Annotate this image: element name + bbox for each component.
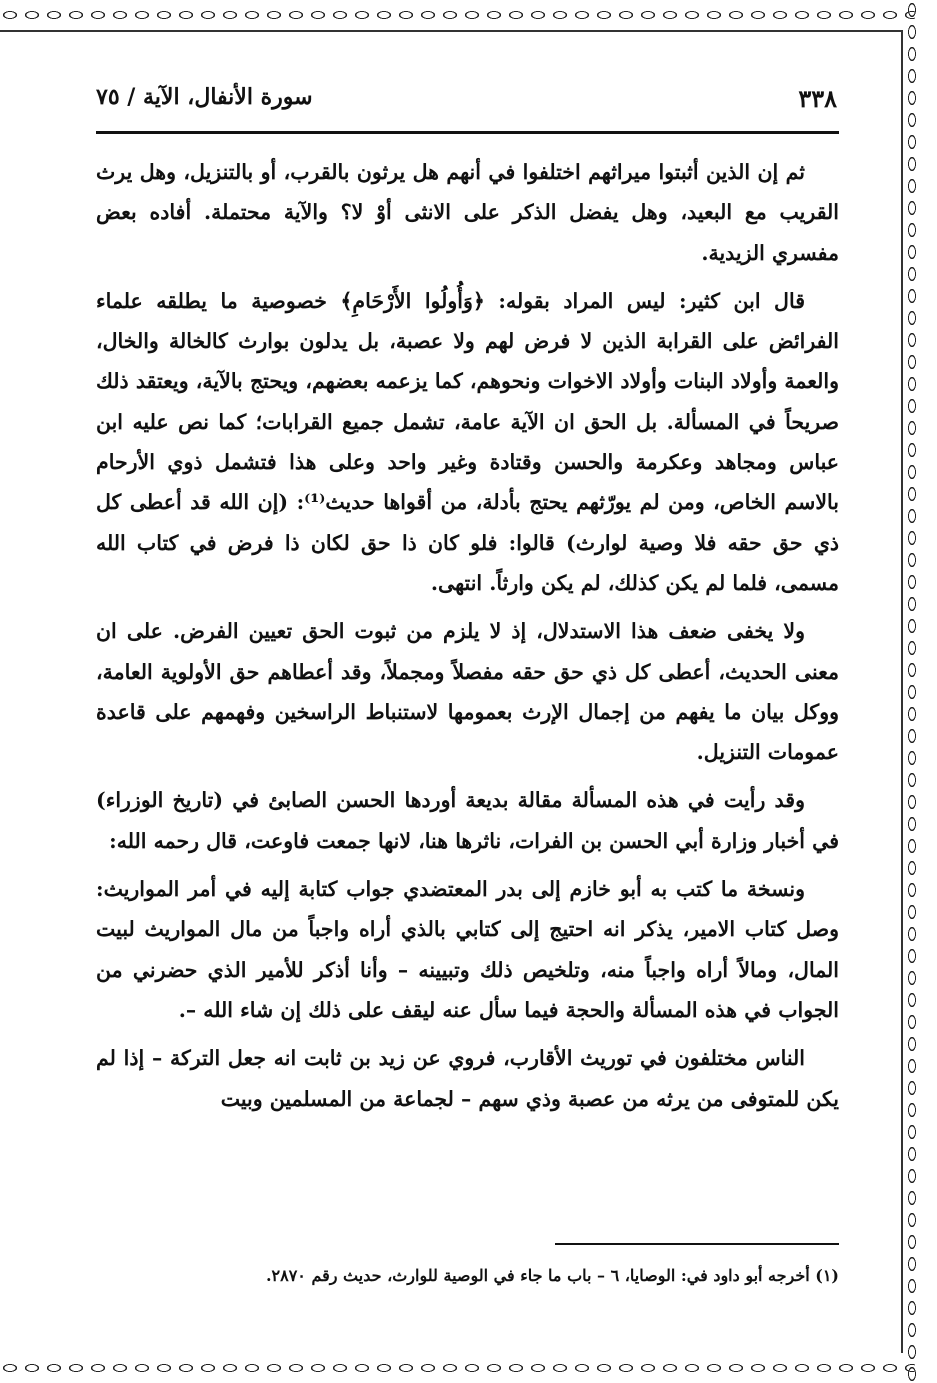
decorative-border-bottom [0,1353,915,1383]
decorative-border-top [0,0,915,30]
page-header [96,84,837,124]
running-title: سورة الأنفال، الآية / ٧٥ [96,84,313,110]
page-number: ٣٣٨ [798,84,837,113]
paragraph: ونسخة ما كتب به أبو خازم إلى بدر المعتضدي جواب كتابة إليه في أمر المواريث: وصل كتاب الامير، يذكر انه احتيج إلى كتابي بالذي أراه واجباً من مال المواريث لبيت المال، ومالاً أراه واجباً منه، وتلخيص ذلك وتبيينه – وأنا أذكر للأمير الذي حضرني من الجواب في هذه المسألة والحجة فيما سأل عنه ليقف على ذلك إن شاء الله –. [96,877,839,1022]
paragraph: وقد رأيت في هذه المسألة مقالة بديعة أوردها الحسن الصابئ في (تاريخ الوزراء) في أخبار وزارة أبي الحسن بن الفرات، ناثرها هنا، لانها جمعت فاوعت، قال رحمه الله: [96,788,839,853]
paragraph: الناس مختلفون في توريث الأقارب، فروي عن زيد بن ثابت انه جعل التركة – إذا لم يكن للمتوفى من يرثه من عصبة وذي سهم – لجماعة من المسلمين وبيت [96,1046,839,1111]
decorative-border-right [903,0,921,1383]
paragraph: قال ابن كثير: ليس المراد بقوله: ﴿وَأُولُوا الأَرْحَامِ﴾ خصوصية ما يطلقه علماء الفرائض على القرابة الذين لا فرض لهم ولا عصبة، بل يدلون بوارث كالخالة والخال، والعمة وأولاد البنات وأولاد الاخوات ونحوهم، كما يزعمه بعضهم، ويحتج بالآية، ويعتقد ذلك صريحاً في المسألة. بل الحق ان الآية عامة، تشمل جميع القرابات؛ كما نص عليه ابن عباس ومجاهد وعكرمة والحسن وقتادة وغير واحد وعلى هذا فتشمل ذوي الأرحام بالاسم الخاص، ومن لم يورّثهم يحتج بأدلة، من أقواها حديث⁽¹⁾: (إن الله قد أعطى كل ذي حق حقه فلا وصية لوارث) قالوا: فلو كان ذا حق لكان ذا فرض في كتاب الله مسمى، فلما لم يكن كذلك، لم يكن وارثاً. انتهى. [96,288,840,595]
main-text [96,152,839,1127]
paragraph: ولا يخفى ضعف هذا الاستدلال، إذ لا يلزم من ثبوت الحق تعيين الفرض. على ان معنى الحديث، أعطى كل ذي حق حقه مفصلاً ومجملاً، وقد أعطاهم حق الأولوية العامة، ووكل بيان ما يفهم من إجمال الإرث بعمومها لاستنباط الراسخين وفهمهم على قاعدة عمومات التنزيل. [96,619,839,765]
footnote-rule [555,1243,839,1245]
border-rule-top [0,30,903,32]
footnote: (١) أخرجه أبو داود في: الوصايا، ٦ – باب ما جاء في الوصية للوارث، حديث رقم ٢٨٧٠. [265,1266,839,1285]
header-rule [96,131,839,134]
paragraph: ثم إن الذين أثبتوا ميراثهم اختلفوا في أنهم هل يرثون بالقرب، أو بالتنزيل، وهل يرث القريب مع البعيد، وهل يفضل الذكر على الانثى أوْ لا؟ والآية محتملة. أفاده بعض مفسري الزيدية. [96,160,839,265]
border-rule-right [901,30,903,1353]
